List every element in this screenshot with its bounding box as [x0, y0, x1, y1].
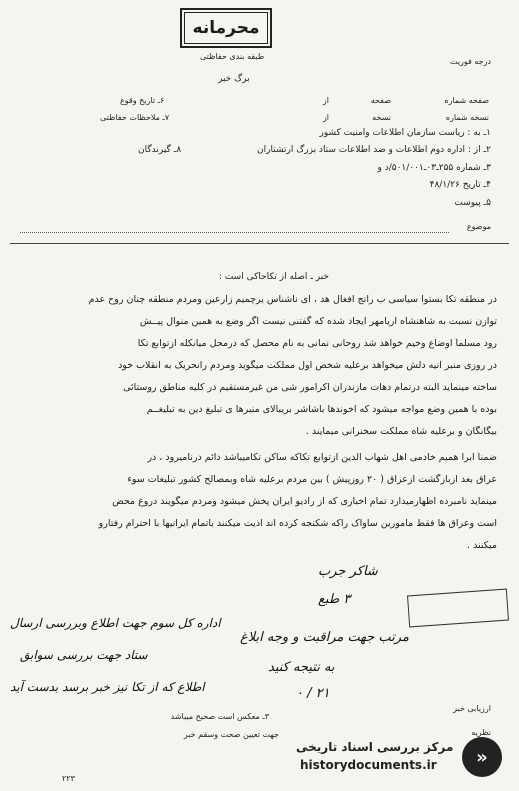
bottom-note: ۳ـ معکس است صحیح میباشد — [170, 712, 269, 721]
watermark-url: historydocuments.ir — [300, 758, 437, 772]
body-line: ضمناً آبرا همیم خادمی اهل شهاب الدین ازتوابع تکاکه ساکن تکامیباشد دائم درنامیرود ، در — [147, 452, 497, 463]
handwritten-note-left: ستاد جهت بررسی سوابق — [20, 648, 148, 662]
body-line: توازن نسبت به شاهنشاه آریامهر ایجاد شده که گفتنی نیست اگر وضع به همین منوال پیــش — [139, 316, 497, 327]
priority-label: درجه فوریت — [449, 57, 491, 66]
handwritten-signature: شاکر جرب — [318, 564, 378, 579]
subject-label: موضوع — [466, 222, 491, 231]
watermark-logo-icon: » — [462, 737, 502, 777]
handwritten-note-right: به نتیجه کنید — [268, 660, 335, 675]
bottom-note: جهت تعیین صحت وسقم خبر — [183, 730, 279, 739]
body-line: بیگانگان و برعلیه شاه مملکت سخنرانی میمایند . — [305, 426, 497, 437]
divider — [10, 243, 509, 244]
body-line: ساخته مینماید البته درتمام دهات مازندران اکرامور شی من غیرمستقیم در کلیه مناطق روستائی — [123, 382, 497, 393]
body-line: رود مسلماً اوضاع وخیم خواهد شد روحانی نمانی به نام محصل که درمحل میانکله ازتوابع تکا — [137, 338, 497, 349]
classification-stamp — [180, 8, 272, 48]
body-line: در روزی منبر آتیه دلش میخواهد برعلیه شخص اول مملکت میگوید ومردم رانحریک به انقلاب خود — [118, 360, 497, 371]
form-title: برگ خبر — [218, 74, 250, 84]
date-field: ۴ـ تاریخ ۴۸/۱/۲۶ — [429, 180, 491, 190]
body-line: میکنند . — [467, 540, 497, 551]
occurrence-date-label: ۶ـ تاریخ وقوع — [120, 96, 165, 105]
copy-from: از — [322, 113, 329, 122]
handwritten-note-left: اداره کل سوم جهت اطلاع وبررسی ارسال — [10, 616, 221, 630]
subject-line — [20, 232, 449, 233]
body-line: عراق بعد ازبازگشت ازعراق ( ۲۰ روزپیش ) بین مردم برعلیه شاه وبمصالح کشور تبلیغات سوء — [127, 474, 497, 485]
body-line: بوده با همین وضع مواجه میشود که آخوندها باشاشر بریبالای منبرها ی تبلیغ دین به تبلیغــم — [146, 404, 497, 415]
number-field: ۳ـ شماره ۲۵۵ـ۰۳ـ۵۰۱/۰۰۱/د و — [377, 163, 491, 173]
received-stamp — [407, 589, 509, 628]
page-unit: صفحه — [370, 96, 391, 105]
report-intro: خبر ـ اصله از تکاحاکی است : — [218, 272, 329, 282]
body-line: است وعراق ها فقط مامورین ساواک راکه شکنجه کرده اند اذیت میکنند باتمام ایرانیها با احترام رفتارو — [98, 518, 497, 529]
to-field: ۱ـ به : ریاست سازمان اطلاعات وامنیت کشور — [319, 128, 491, 138]
security-notes-label: ۷ـ ملاحظات حفاظتی — [100, 113, 170, 122]
handwritten-note-right: مرتب جهت مراقبت و وجه ابلاغ — [240, 630, 409, 645]
page-number: ۲۲۳ — [62, 774, 75, 783]
body-line: مینماید نامبرده اظهارمیدارد تمام اخباری که از رادیو ایران پخش میشود ومردم میگویند دروغ محض — [112, 496, 497, 507]
watermark-title: مرکز بررسی اسناد تاریخی — [296, 740, 454, 754]
stamp-subtitle: طبقه بندی حفاظتی — [200, 52, 265, 61]
evaluation-label: ارزیابی خبر — [453, 704, 491, 713]
body-line: در منطقه تکا بستوا سیاسی ب راتج افغال هد ، ای ناشناس یرچمیم زارعین ومردم منطقه چنان روح عدم — [88, 294, 497, 305]
stamp-text: محرمانه — [192, 18, 260, 38]
handwritten-note-right: ۲۱ / ۰ — [296, 686, 330, 701]
from-field: ۲ـ از : اداره دوم اطلاعات و ضد اطلاعات ستاد بزرگ ارتشتاران — [257, 145, 491, 155]
page-from: از — [322, 96, 329, 105]
opinion-label: نظریه — [471, 728, 491, 737]
copy-unit: نسخه — [372, 113, 391, 122]
copy-number-label: نسخه شماره — [445, 113, 489, 122]
handwritten-note-left: اطلاع که از تکا نیز خبر برسد بدست آید — [10, 680, 205, 694]
handwritten-note-right: ۳ طبع — [318, 592, 351, 607]
attachment-field: ۵ـ پیوست — [454, 198, 491, 208]
page-number-label: صفحه شماره — [444, 96, 489, 105]
recipients-label: ۸ـ گیرندگان — [138, 145, 182, 155]
